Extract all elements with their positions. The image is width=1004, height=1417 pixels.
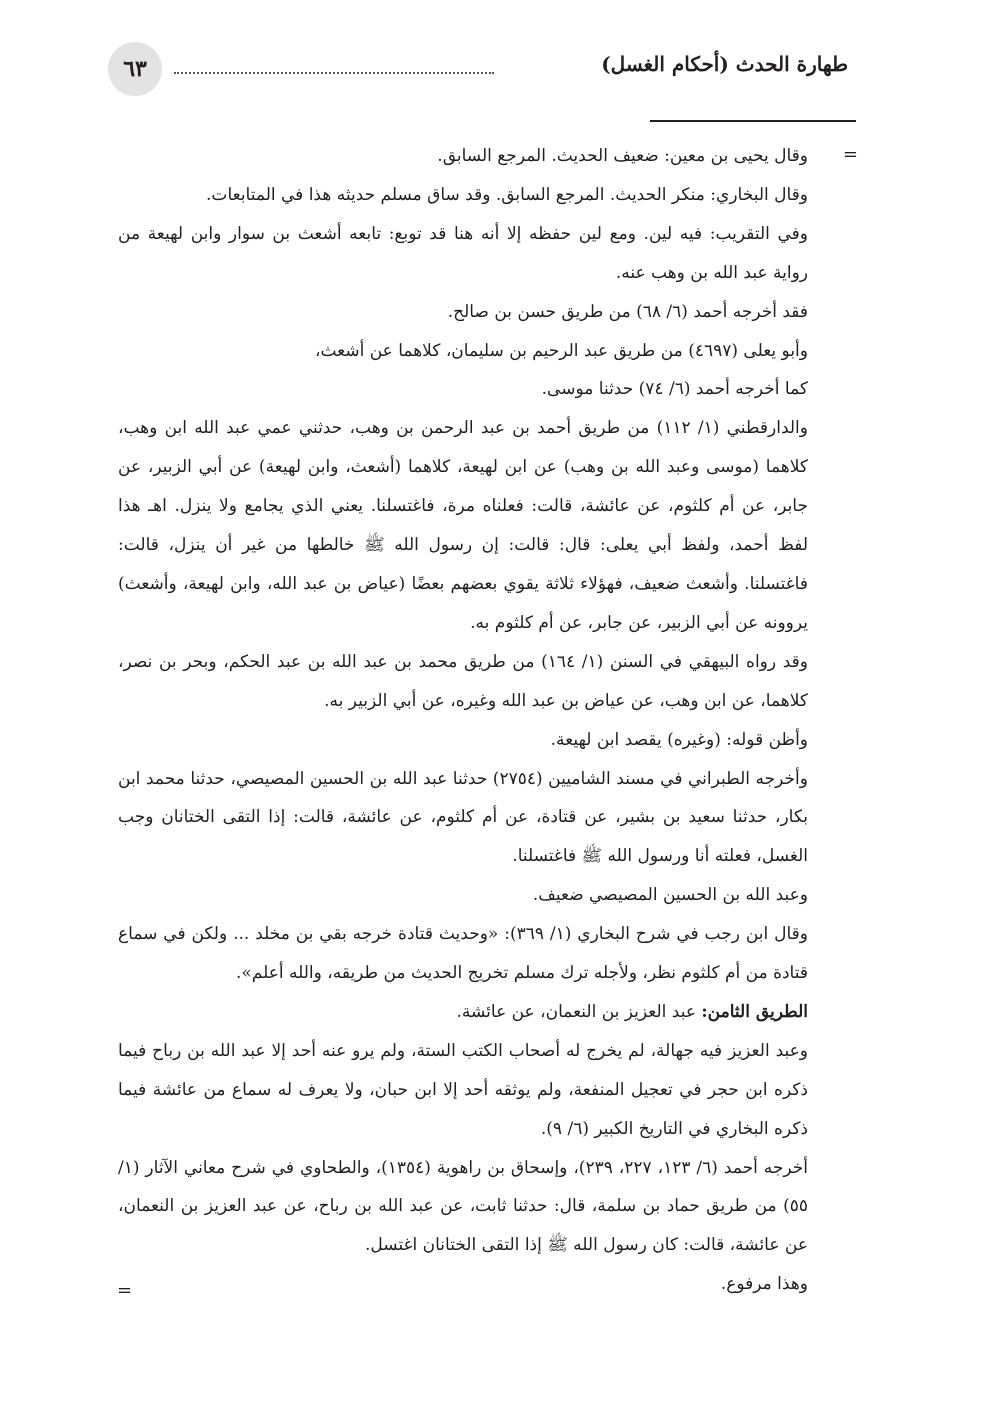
footnote-paragraph bbox=[118, 293, 808, 332]
footnote-paragraph bbox=[118, 1032, 808, 1149]
page-header bbox=[108, 42, 848, 98]
paragraph-text: وأبو يعلى (٤٦٩٧) من طريق عبد الرحيم بن سليمان، كلاهما عن أشعث، bbox=[314, 340, 808, 361]
footnote-paragraph bbox=[118, 643, 808, 721]
paragraph-text: وعبد العزيز فيه جهالة، لم يخرج له أصحاب الكتب الستة، ولم يرو عنه أحد إلا عبد الله بن رباح فيما ذكره ابن حجر في تعجيل المنفعة، ولم يوثقه أحد إلا ابن حبان، ولا يعرف له سماع من عائشة فيما ذكره البخاري في التاريخ الكبير (٦/ ٩). bbox=[118, 1040, 808, 1139]
paragraph-text: أخرجه أحمد (٦/ ١٢٣، ٢٢٧، ٢٣٩)، وإسحاق بن راهوية (١٣٥٤)، والطحاوي في شرح معاني الآثار (١/ ٥٥) من طريق حماد بن سلمة، قال: حدثنا ثابت، عن عبد الله بن رباح، عن عبد العزيز بن النعمان، عن عائشة، قالت: كان رسول الله ﷺ إذا التقى الختانان اغتسل. bbox=[118, 1157, 808, 1256]
page-number: ٦٣ bbox=[108, 42, 162, 96]
footnote-paragraph bbox=[118, 760, 808, 877]
footnote-paragraph bbox=[118, 1265, 808, 1304]
footnote-separator bbox=[650, 120, 856, 122]
paragraph-text: وقال يحيى بن معين: ضعيف الحديث. المرجع السابق. bbox=[437, 146, 808, 166]
footnote-paragraph bbox=[118, 409, 808, 642]
footnote-paragraph bbox=[118, 1149, 808, 1266]
continuation-mark-top: = bbox=[842, 144, 858, 165]
paragraph-text: وقال ابن رجب في شرح البخاري (١/ ٣٦٩): «وحديث قتادة خرجه بقي بن مخلد ... ولكن في سماع قتادة من أم كلثوم نظر، ولأجله ترك مسلم تخريج الحديث من طريقه، والله أعلم». bbox=[118, 924, 808, 984]
continuation-mark-bottom: = bbox=[117, 1280, 133, 1301]
footnote-paragraph bbox=[118, 176, 808, 215]
paragraph-text: وفي التقريب: فيه لين. ومع لين حفظه إلا أنه هنا قد توبع: تابعه أشعث بن سوار وابن لهيعة من رواية عبد الله بن وهب عنه. bbox=[118, 223, 808, 283]
footnote-paragraph bbox=[118, 370, 808, 409]
paragraph-text: فقد أخرجه أحمد (٦/ ٦٨) من طريق حسن بن صالح. bbox=[447, 301, 808, 322]
running-title: طهارة الحدث (أحكام الغسل) bbox=[601, 52, 848, 76]
paragraph-text: وعبد الله بن الحسين المصيصي ضعيف. bbox=[532, 885, 808, 906]
paragraph-text: عبد العزيز بن النعمان، عن عائشة. bbox=[456, 1001, 702, 1022]
paragraph-text: وأخرجه الطبراني في مسند الشاميين (٢٧٥٤) حدثنا عبد الله بن الحسين المصيصي، حدثنا محمد ابن بكار، حدثنا سعيد بن بشير، عن قتادة، عن أم كلثوم، عن عائشة، قالت: إذا التقى الختانان وجب الغسل، فعلته أنا ورسول الله ﷺ فاغتسلنا. bbox=[118, 768, 808, 867]
section-label: الطريق الثامن: bbox=[701, 1001, 808, 1022]
header-leader-dots bbox=[174, 72, 494, 74]
footnote-paragraph bbox=[118, 876, 808, 915]
footnote-paragraph bbox=[118, 915, 808, 993]
footnote-paragraph bbox=[118, 721, 808, 760]
paragraph-text: وأظن قوله: (وغيره) يقصد ابن لهيعة. bbox=[550, 729, 808, 750]
paragraph-text: والدارقطني (١/ ١١٢) من طريق أحمد بن عبد الرحمن بن وهب، حدثني عمي عبد الله ابن وهب، كلاهما (موسى وعبد الله بن وهب) عن ابن لهيعة، كلاهما (أشعث، وابن لهيعة) عن أبي الزبير، عن جابر، عن أم كلثوم، عن عائشة، قالت: فعلناه مرة، فاغتسلنا. يعني الذي يجامع ولا ينزل. اهـ هذا لفظ أحمد، ولفظ أبي يعلى: قال: قالت: إن رسول الله ﷺ خالطها من غير أن ينزل، قالت: فاغتسلنا. وأشعث ضعيف، فهؤلاء ثلاثة يقوي بعضهم بعضًا (عياض بن عبد الله، وابن لهيعة، وأشعث) يروونه عن أبي الزبير، عن جابر، عن أم كلثوم به. bbox=[118, 418, 808, 633]
paragraph-text: وقال البخاري: منكر الحديث. المرجع السابق. وقد ساق مسلم حديثه هذا في المتابعات. bbox=[206, 184, 808, 205]
paragraph-text: كما أخرجه أحمد (٦/ ٧٤) حدثنا موسى. bbox=[541, 379, 808, 400]
footnote-paragraph bbox=[118, 332, 808, 371]
footnote-paragraph bbox=[118, 137, 808, 176]
footnote-paragraph bbox=[118, 215, 808, 293]
footnote-paragraph bbox=[118, 993, 808, 1032]
paragraph-text: وقد رواه البيهقي في السنن (١/ ١٦٤) من طريق محمد بن عبد الله بن عبد الحكم، وبحر بن نصر، كلاهما، عن ابن وهب، عن عياض بن عبد الله وغيره، عن أبي الزبير به. bbox=[118, 651, 808, 711]
paragraph-text: وهذا مرفوع. bbox=[720, 1274, 808, 1295]
footnote-body bbox=[118, 137, 808, 1304]
